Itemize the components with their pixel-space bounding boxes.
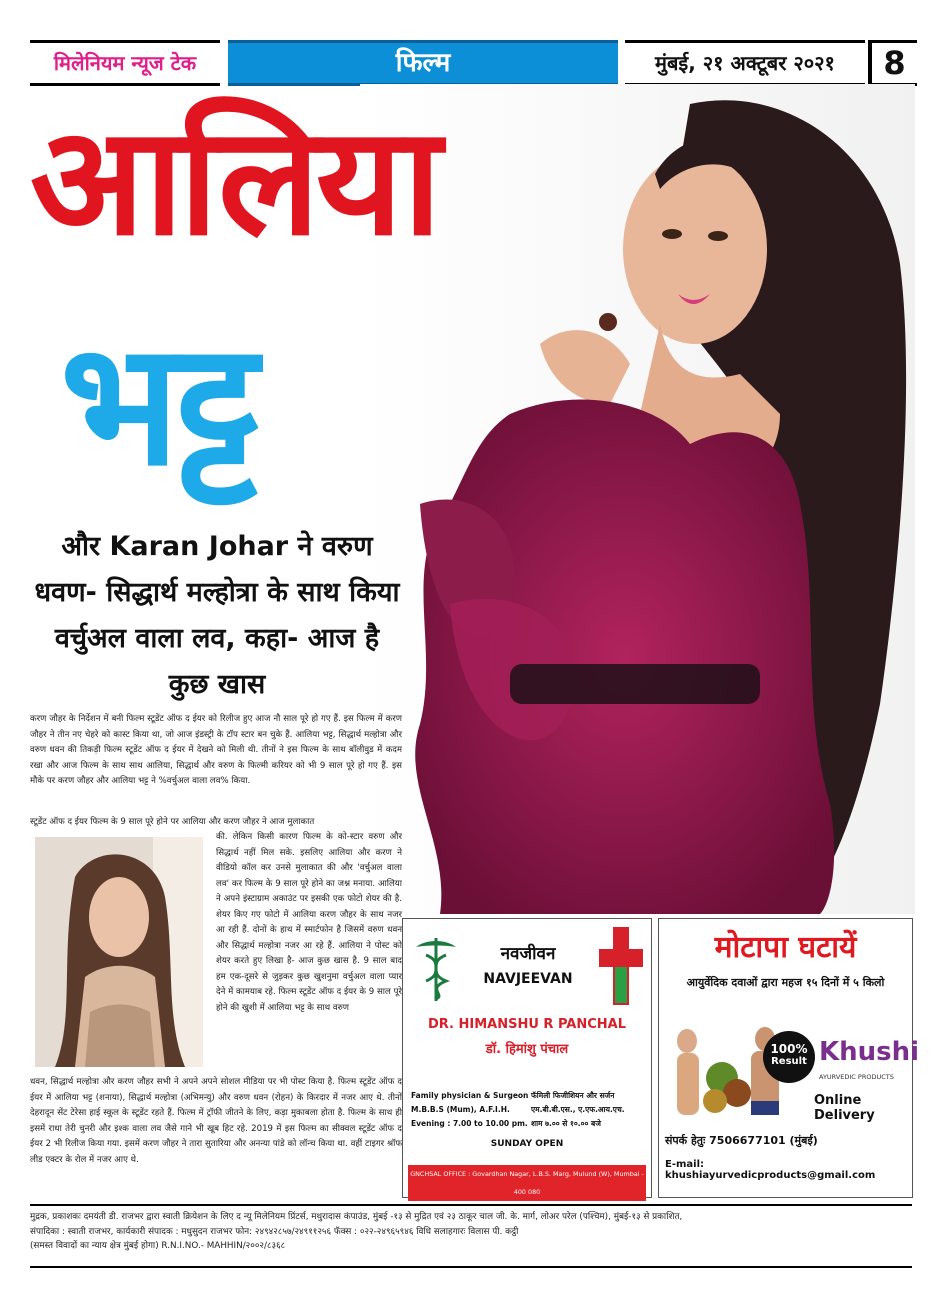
subheadline: और Karan Johar ने वरुण धवण- सिद्धार्थ मल्होत्रा के साथ किया वर्चुअल वाला लव, कहा- आज है कुछ खास [34, 531, 400, 700]
bottom-rule [30, 1266, 912, 1268]
publication-name: मिलेनियम न्यूज टेक [30, 40, 220, 86]
contact-phone: 7506677101 (मुंबई) [709, 1134, 818, 1147]
degree-english: M.B.B.S (Mum), A.F.I.H. [411, 1105, 510, 1114]
delivery-note: Online Delivery [814, 1093, 875, 1123]
article-paragraph: की. लेकिन किसी कारण फिल्म के को-स्टार वरुण और सिद्धार्थ नहीं मिल सके. इसलिए आलिया और करण ने वीडियो कॉल कर उनसे मुलाकात की और 'वर्चुअल वाला लव' कर फिल्म के 9 साल पूरे होने का जश्न मनाया. आलिया ने अपने इंस्टाग्राम अकाउंट पर इसकी एक फोटो शेयर की है. शेयर किए गए फोटो में आलिया करण जौहर के साथ नजर आ रही हैं. दोनों के हाथ में स्मार्टफोन है जिसमें वरुण धवन और सिद्धार्थ मल्होत्रा नजर आ रहे हैं. आलिया ने पोस्ट को शेयर करते हुए लिखा है- आज कुछ खास है. 9 साल बाद हम एक-दूसरे से जुड़कर कुछ खुशनुमा वर्चुअल वाला प्यार देने में कामयाब रहे. फिल्म स्टूडेंट ऑफ द ईयर के 9 साल पूरे होने की खुशी में आलिया भट्ट के साथ वरुण [216, 832, 402, 1013]
article-paragraph: करण जौहर के निर्देशन में बनी फिल्म स्टूडेंट ऑफ द ईयर को रिलीज हुए आज नौ साल पूरे हो गए हैं. इस फिल्म में करण जौहर ने तीन नए चेहरे को कास्ट किया था, जो आज इंडस्ट्री के टॉप स्टार बन चुके हैं. आलिया भट्ट, सिद्धार्थ मल्होत्रा और वरुण धवन की तिकड़ी फिल्म स्टूडेंट ऑफ द ईयर में देखने को मिली थी. तीनों ने इस फिल्म के साथ बॉलीवुड में कदम रखा और आज फिल्म के साथ साथ आलिया, सिद्धार्थ और वरुण के फिल्मी करियर को भी 9 साल पूरे हो गए हैं. इस मौके पर करण जौहर और आलिया भट्ट ने %वर्चुअल वाला लव% किया. [30, 714, 402, 786]
headline-line2: भट्ट [60, 306, 255, 504]
headline-line1: आलिया [30, 95, 438, 269]
clinic-name-english: NAVJEEVAN [483, 971, 573, 987]
timing-hindi: शाम ७.०० से १०.०० बजे [531, 1119, 601, 1128]
role-hindi: फॅमिली फिजीशियन और सर्जन [531, 1091, 615, 1100]
clinic-name-hindi: नवजीवन [500, 944, 556, 964]
imprint-line: (समस्त विवादों का न्याय क्षेत्र मुंबई होगा) R.N.I.NO.- MAHHIN/२००२/८३६८ [30, 1241, 286, 1251]
clinic-advertisement [402, 918, 652, 1198]
doctor-name-hindi: डॉ. हिमांशु पंचाल [485, 1042, 569, 1057]
doctor-name-english: DR. HIMANSHU R PANCHAL [427, 1017, 626, 1032]
page-number: 8 [868, 40, 917, 86]
degree-hindi: एम.बी.बी.एस., ए.एफ.आय.एच. [531, 1105, 625, 1114]
timing-english: Evening : 7.00 to 10.00 pm. [411, 1119, 528, 1128]
result-badge-percent: 100% [770, 1042, 808, 1056]
imprint-footer [30, 1204, 912, 1254]
contact-label: संपर्क हेतुः [665, 1134, 706, 1147]
result-badge [763, 1031, 815, 1083]
caduceus-icon [411, 933, 461, 1003]
brand-name: Khushi [819, 1037, 920, 1067]
article-paragraph: स्टूडेंट ऑफ द ईयर फिल्म के 9 साल पूरे होने पर आलिया और करण जौहर ने आज मुलाकात [30, 817, 315, 827]
clinic-address: GNCHSAL OFFICE : Govardhan Nagar, L.B.S. Marg, Mulund (W), Mumbai - 400 080 [408, 1165, 646, 1201]
role-english: Family physician & Surgeon [411, 1091, 529, 1100]
ad-tagline: आयुर्वेदिक दवाओं द्वारा महज १५ दिनों में ५ किलो [686, 976, 885, 989]
contact-email: E-mail: khushiayurvedicproducts@gmail.com [665, 1159, 876, 1181]
imprint-line: मुद्रक, प्रकाशकः दमयंती डी. राजभर द्वारा स्वाती क्रियेशन के लिए द न्यू मिलेनियम प्रिंटर्स, मथुरादास कंपाउंड, मुंबई -१३ से मुद्रित एवं २३ ठाकूर चाल जी. के. मार्ग, लोअर परेल (पश्चिम), मुंबई-१३ से प्रकाशित, [30, 1212, 683, 1222]
imprint-line: संपादिका : स्वाती राजभर, कार्यकारी संपादक : मधुसुदन राजभर फोन: २४९४२८५७/२४९११२५६ फॅक्स : ०२२-२४९६५९४६ विधि सलाहगारः विलास पी. कट्ठी [30, 1226, 519, 1237]
brand-subtitle: AYURVEDIC PRODUCTS [819, 1073, 894, 1081]
article-paragraph: धवन, सिद्धार्थ मल्होत्रा और करण जौहर सभी ने अपने अपने सोशल मीडिया पर भी पोस्ट किया है. फिल्म स्टूडेंट ऑफ द ईयर में आलिया भट्ट (शनाया), सिद्धार्थ मल्होत्रा (अभिमन्यु) और वरुण धवन (रोहन) के किरदार में नजर आए थे. तीनों देहरादून सेंट टेरेसा हाई स्कूल के स्टूडेंट रहते हैं. फिल्म में ट्रॉफी जीतने के लिए, कड़ा मुकाबला होता है. फिल्म के साथ ही इसमें राधा तेरी चुनरी और इश्क वाला लव जैसे गाने भी खूब हिट रहे. 2019 में इस फिल्म का सीक्वल स्टूडेंट ऑफ द ईयर 2 भी रिलीज किया गया. इसमें करण जौहर ने तारा सुतारिया और अनन्या पांडे को लॉन्च किया था. वहीं टाइगर श्रॉफ लीड एक्टर के रोल में नजर आए थे. [30, 1077, 402, 1165]
medical-cross-icon [599, 927, 643, 1005]
sunday-open-note: SUNDAY OPEN [490, 1139, 564, 1149]
result-badge-word: Result [771, 1056, 807, 1067]
ad-headline: मोटापा घटायें [714, 930, 857, 965]
weight-loss-advertisement [658, 918, 920, 1198]
section-title: फिल्म [228, 40, 618, 86]
inset-portrait-photo [35, 837, 203, 1067]
issue-date: मुंबई, २१ अक्टूबर २०२१ [625, 40, 865, 86]
